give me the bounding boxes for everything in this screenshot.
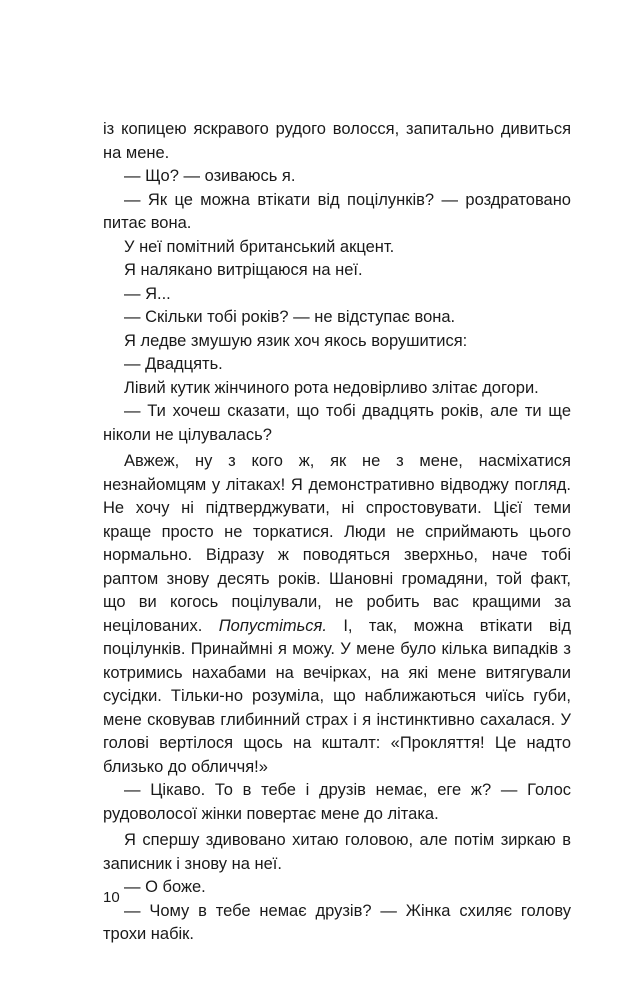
paragraph: Я налякано витріщаюся на неї. bbox=[124, 261, 363, 279]
paragraph: Лівий кутик жінчиного рота недовірливо злітає догори. bbox=[124, 378, 539, 397]
paragraph-text: Авжеж, ну з кого ж, як не з мене, насміхатися незнайомцям у літаках! Я демонстративно відводжу погляд. Не хочу ні підтверджувати, ні спростовувати. Цієї теми краще просто не торкатися. Люди не сприймають цього нормально. Відразу ж поводяться зверхньо, наче тобі раптом знову десять років. Шановні громадяни, той факт, що ви когось поцілували, не робить вас кращими за нецілованих. bbox=[103, 452, 571, 635]
body-text bbox=[103, 118, 571, 947]
paragraph-long bbox=[103, 450, 571, 779]
paragraph: Я спершу здивовано хитаю головою, але потім зиркаю в записник і знову на неї. bbox=[103, 831, 571, 873]
paragraph: — Цікаво. То в тебе і друзів немає, еге ж? — Голос рудоволосої жінки повертає мене до літака. bbox=[103, 781, 571, 823]
paragraph: із копицею яскравого рудого волосся, запитально дивиться на мене. bbox=[103, 120, 571, 162]
italic-phrase: Попустіться. bbox=[218, 616, 327, 635]
paragraph: — Чому в тебе немає друзів? — Жінка схиляє голову трохи набік. bbox=[103, 901, 571, 943]
paragraph: — Як це можна втікати від поцілунків? — роздратовано питає вона. bbox=[103, 190, 571, 232]
paragraph: У неї помітний британський акцент. bbox=[124, 237, 395, 256]
paragraph: — Ти хочеш сказати, що тобі двадцять років, але ти ще ніколи не цілувалась? bbox=[103, 402, 571, 444]
paragraph: Я ледве змушую язик хоч якось ворушитися: bbox=[124, 331, 468, 350]
page-number: 10 bbox=[103, 889, 120, 906]
paragraph: — Що? — озиваюсь я. bbox=[124, 167, 296, 185]
paragraph: — Скільки тобі років? — не відступає вона. bbox=[124, 308, 456, 326]
paragraph: — Двадцять. bbox=[124, 355, 223, 373]
paragraph-text: І, так, можна втікати від поцілунків. Принаймні я можу. У мене було кілька випадків з котримись нахабами на вечірках, на які мене витягували сусідки. Тільки-но розуміла, що наближаються чиїсь губи, мене сковував глибинний страх і я інстинктивно сахалася. У голові вертілося щось на кшталт: «Прокляття! Це надто близько до обличчя!» bbox=[103, 616, 571, 776]
paragraph: — О боже. bbox=[124, 878, 206, 896]
paragraph: — Я... bbox=[124, 284, 171, 303]
